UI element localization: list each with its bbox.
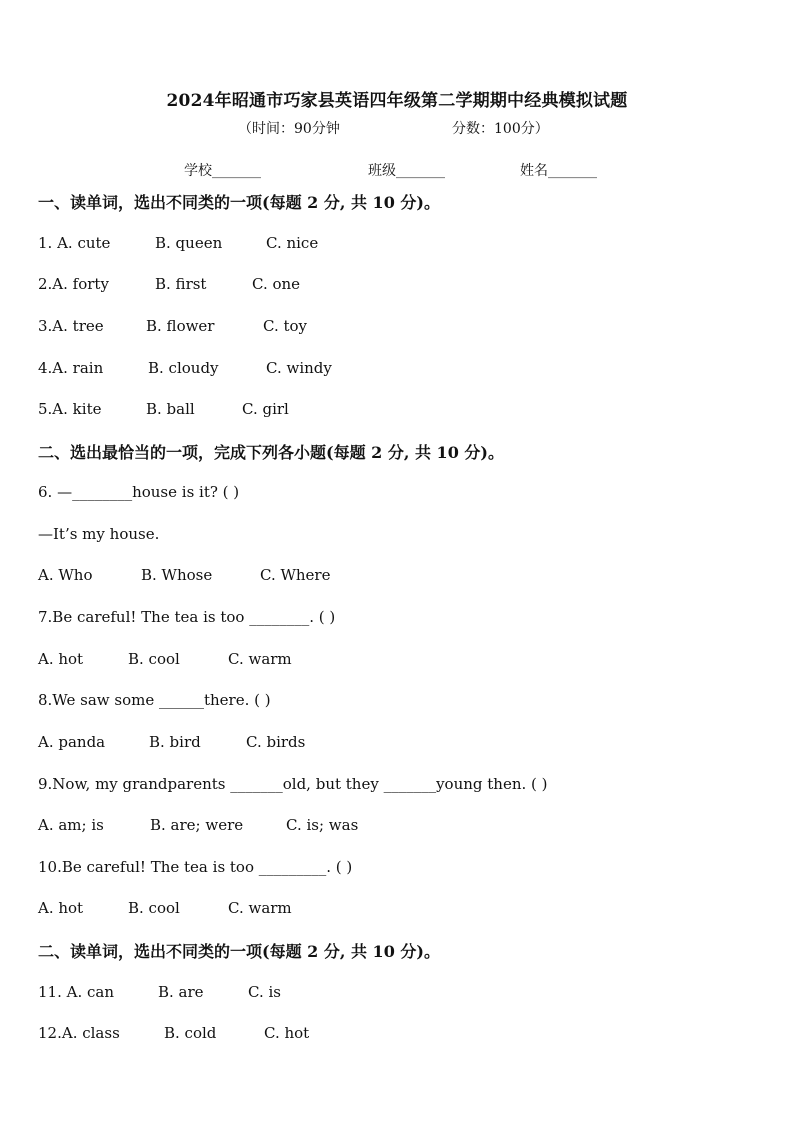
option-b: B. are — [158, 983, 204, 1001]
option-b: B. ball — [146, 400, 195, 418]
question-6: 6. —________house is it? ( ) — [38, 483, 240, 501]
option-c: C. birds — [246, 733, 306, 751]
question-3 — [38, 317, 307, 335]
question-10: 10.Be careful! The tea is too _________. ( ) — [38, 858, 353, 876]
question-8-options — [38, 733, 305, 751]
question-9: 9.Now, my grandparents _______old, but they _______young then. ( ) — [38, 775, 548, 793]
option-c: C. warm — [228, 899, 292, 917]
option-c: C. one — [252, 275, 301, 293]
option-a: 12.A. class — [38, 1024, 120, 1042]
school-field: 学校_______ — [184, 163, 261, 179]
option-b: B. are; were — [150, 816, 244, 834]
option-a: 11. A. can — [38, 983, 114, 1001]
option-c: C. Where — [260, 566, 331, 584]
time-limit: （时间：90分钟 — [238, 121, 340, 137]
section-heading-2: 二、选出最恰当的一项，完成下列各小题(每题 2 分, 共 10 分)。 — [38, 443, 504, 462]
question-6-options — [38, 566, 330, 584]
name-field: 姓名_______ — [520, 163, 597, 179]
question-1 — [38, 234, 318, 252]
question-8: 8.We saw some ______there. ( ) — [38, 691, 271, 709]
question-12 — [38, 1024, 309, 1042]
option-a: 5.A. kite — [38, 400, 102, 418]
option-b: B. Whose — [141, 566, 213, 584]
page-title: 2024年昭通市巧家县英语四年级第二学期期中经典模拟试题 — [166, 91, 628, 111]
section-heading-1: 一、读单词，选出不同类的一项(每题 2 分, 共 10 分)。 — [38, 193, 440, 212]
question-6-answer: —It’s my house. — [38, 525, 160, 543]
option-a: A. hot — [38, 899, 84, 917]
option-b: B. first — [155, 275, 207, 293]
question-4 — [38, 359, 332, 377]
option-a: 3.A. tree — [38, 317, 104, 335]
option-c: C. toy — [263, 317, 308, 335]
class-field: 班级_______ — [368, 163, 445, 179]
question-7: 7.Be careful! The tea is too ________. ( ) — [38, 608, 336, 626]
option-b: B. cloudy — [148, 359, 219, 377]
section-heading-3: 二、读单词，选出不同类的一项(每题 2 分, 共 10 分)。 — [38, 942, 440, 961]
total-score: 分数：100分） — [452, 121, 549, 137]
option-c: C. windy — [266, 359, 332, 377]
question-9-options — [38, 816, 358, 834]
option-b: B. flower — [146, 317, 215, 335]
question-7-options — [38, 650, 292, 668]
option-b: B. bird — [149, 733, 201, 751]
option-c: C. nice — [266, 234, 319, 252]
option-c: C. is; was — [286, 816, 359, 834]
option-a: 4.A. rain — [38, 359, 104, 377]
option-a: 1. A. cute — [38, 234, 111, 252]
option-c: C. hot — [264, 1024, 310, 1042]
option-a: A. hot — [38, 650, 84, 668]
option-c: C. girl — [242, 400, 289, 418]
option-a: 2.A. forty — [38, 275, 109, 293]
question-5 — [38, 400, 289, 418]
option-b: B. cool — [128, 650, 180, 668]
option-c: C. warm — [228, 650, 292, 668]
option-b: B. cool — [128, 899, 180, 917]
option-a: A. am; is — [38, 816, 104, 834]
option-b: B. cold — [164, 1024, 217, 1042]
question-11 — [38, 983, 281, 1001]
question-2 — [38, 275, 300, 293]
option-a: A. Who — [38, 566, 93, 584]
option-b: B. queen — [155, 234, 223, 252]
option-c: C. is — [248, 983, 281, 1001]
question-10-options — [38, 899, 292, 917]
option-a: A. panda — [38, 733, 106, 751]
